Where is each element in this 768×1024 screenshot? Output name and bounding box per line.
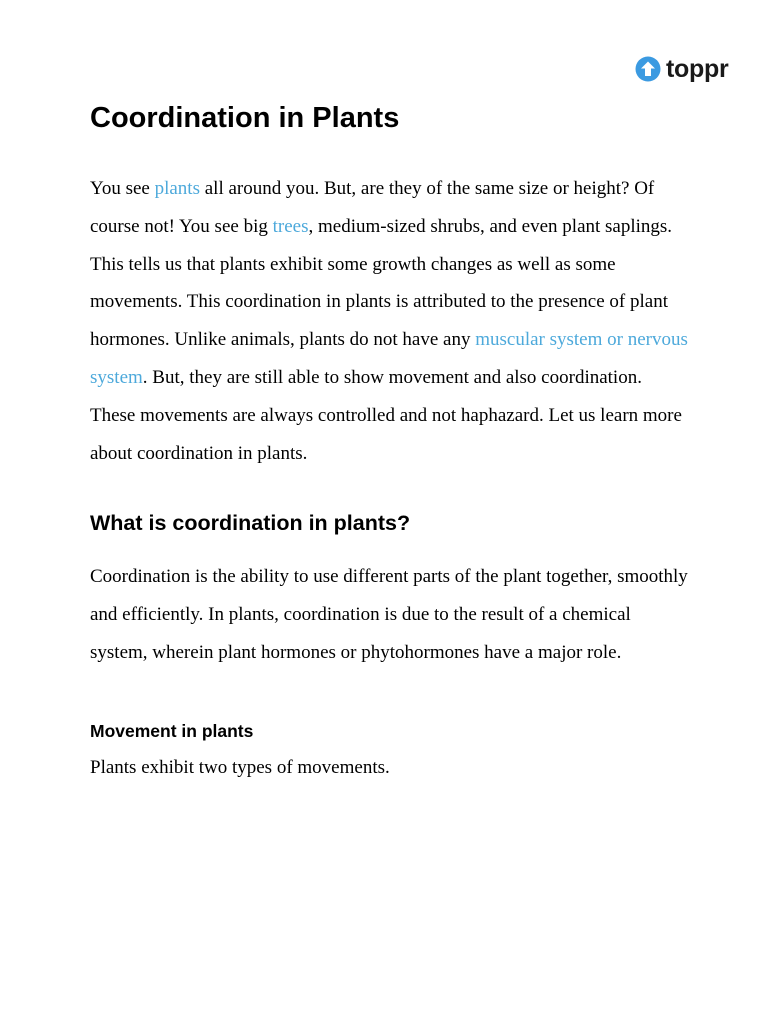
plants-link[interactable]: plants (154, 178, 200, 199)
intro-text-1: You see (90, 178, 155, 199)
toppr-logo (635, 54, 728, 84)
movement-paragraph: Plants exhibit two types of movements. (90, 756, 390, 778)
brand-name: toppr (666, 55, 729, 83)
intro-paragraph (90, 170, 690, 472)
coordination-paragraph: Coordination is the ability to use different parts of the plant together, smoothly and efficiently. In plants, coordination is due to the result of a chemical system, wherein plant hormones or phytohormones have a major role. (90, 566, 688, 663)
section-heading-movement-in-plants: Movement in plants (90, 720, 254, 741)
document-body (90, 96, 690, 787)
intro-text-4: . But, they are still able to show movement and also coordination. These movements are always controlled and not haphazard. Let us learn more about coordination in plants. (90, 366, 682, 464)
trees-link[interactable]: trees (272, 215, 309, 237)
section-heading-what-is-coordination: What is coordination in plants? (90, 511, 411, 536)
up-arrow-circle-icon (635, 56, 661, 82)
page-title: Coordination in Plants (90, 102, 400, 134)
intro-text-3: , medium-sized shrubs, and even plant saplings. This tells us that plants exhibit some growth changes as well as some movements. This coordination in plants is attributed to the presence of plant hormones. Unlike animals, plants do not have any (90, 215, 673, 351)
intro-text-2: all around you. But, are they of the same size or height? Of course not! You see big (90, 178, 655, 237)
muscular-nervous-system-link[interactable]: muscular system or nervous system (90, 329, 688, 388)
